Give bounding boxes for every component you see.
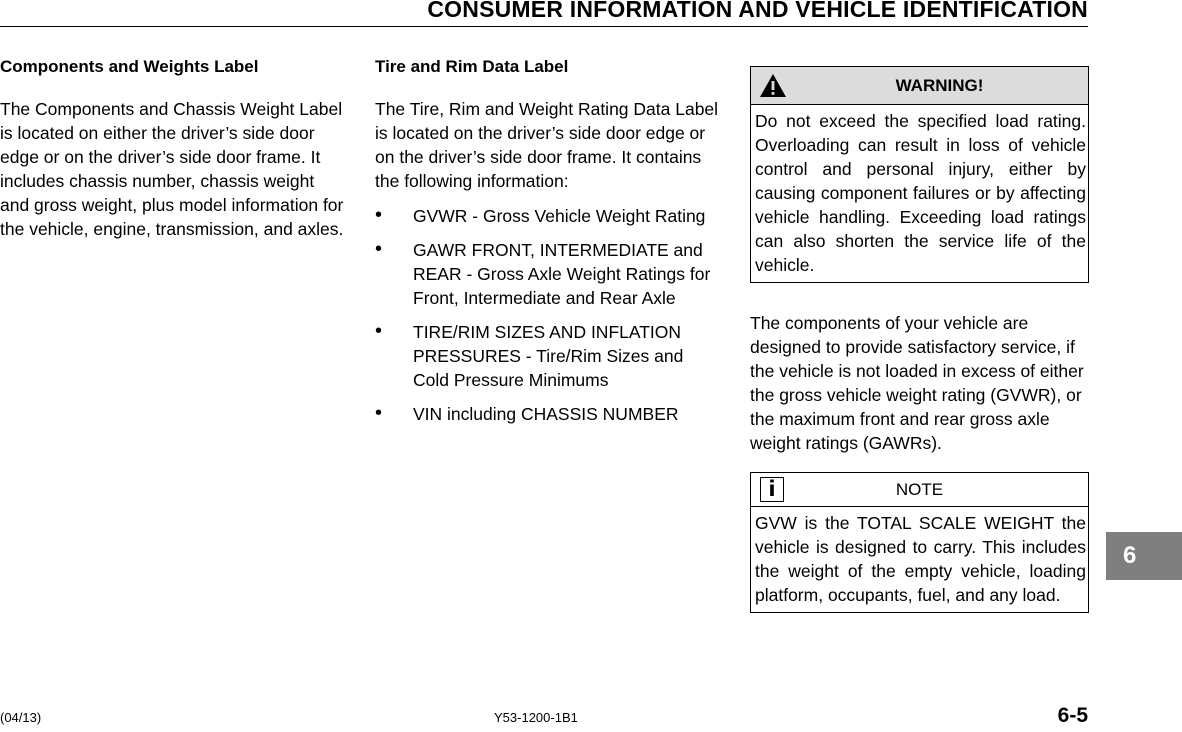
- bullet-text: GVWR - Gross Vehicle Weight Rating: [413, 206, 706, 226]
- note-title: NOTE: [895, 479, 944, 499]
- footer-doc-code: Y53-1200-1B1: [494, 710, 578, 725]
- warning-box: [750, 66, 1089, 283]
- warning-triangle-icon: [759, 73, 787, 98]
- components-weights-body: The Components and Chassis Weight Label is located on either the driver’s side door edge or on the driver’s side door frame. It includes chassis number, chassis weight and gross weight, plus model information for the vehicle, engine, transmission, and axles.: [0, 99, 344, 239]
- tire-rim-body: The Tire, Rim and Weight Rating Data Label is located on the driver’s side door edge or on the driver’s side door frame. It contains the following information:: [375, 99, 719, 191]
- load-rating-body: The components of your vehicle are designed to provide satisfactory service, if the vehicle is not loaded in excess of either the gross vehicle weight rating (GVWR), or the maximum front and rear gross axle weight ratings (GAWRs).: [750, 313, 1084, 453]
- bullet-text: GAWR FRONT, INTERMEDIATE and REAR - Gross Axle Weight Ratings for Front, Intermediate and Rear Axle: [413, 240, 711, 308]
- footer-date: (04/13): [0, 710, 42, 725]
- bullet-glyph: •: [375, 320, 383, 342]
- components-weights-section: [0, 56, 345, 241]
- page-header-title: CONSUMER INFORMATION AND VEHICLE IDENTIFICATION: [427, 0, 1088, 22]
- warning-body: Do not exceed the specified load rating. Overloading can result in loss of vehicle control and personal injury, either by causing component failures or by affecting vehicle handling. Exceeding load ratings can also shorten the service life of the vehicle.: [755, 111, 1086, 275]
- bullet-glyph: •: [375, 204, 383, 226]
- header-rule: [0, 26, 1088, 27]
- bullet-glyph: •: [375, 402, 383, 424]
- list-item: [375, 402, 720, 426]
- tire-rim-section: [375, 56, 720, 436]
- tire-rim-bullet-list: [375, 204, 720, 426]
- list-item: [375, 238, 720, 310]
- note-header: [751, 473, 1088, 507]
- list-item: [375, 204, 720, 228]
- note-body: GVW is the TOTAL SCALE WEIGHT the vehicle is designed to carry. This includes the weight of the empty vehicle, loading platform, occupants, fuel, and any load.: [755, 513, 1086, 605]
- info-icon: i: [760, 477, 784, 502]
- page-number: 6-5: [1057, 704, 1088, 727]
- list-item: [375, 320, 720, 392]
- bullet-glyph: •: [375, 238, 383, 260]
- note-box: [750, 472, 1089, 613]
- section-tab: 6: [1106, 532, 1182, 580]
- bullet-text: VIN including CHASSIS NUMBER: [413, 404, 679, 424]
- load-section: [750, 66, 1089, 613]
- tire-rim-heading: Tire and Rim Data Label: [375, 57, 569, 76]
- warning-header: [751, 67, 1088, 105]
- components-weights-heading: Components and Weights Label: [0, 57, 259, 76]
- bullet-text: TIRE/RIM SIZES AND INFLATION PRESSURES - Tire/Rim Sizes and Cold Pressure Minimums: [413, 322, 684, 390]
- warning-title: WARNING!: [895, 75, 984, 95]
